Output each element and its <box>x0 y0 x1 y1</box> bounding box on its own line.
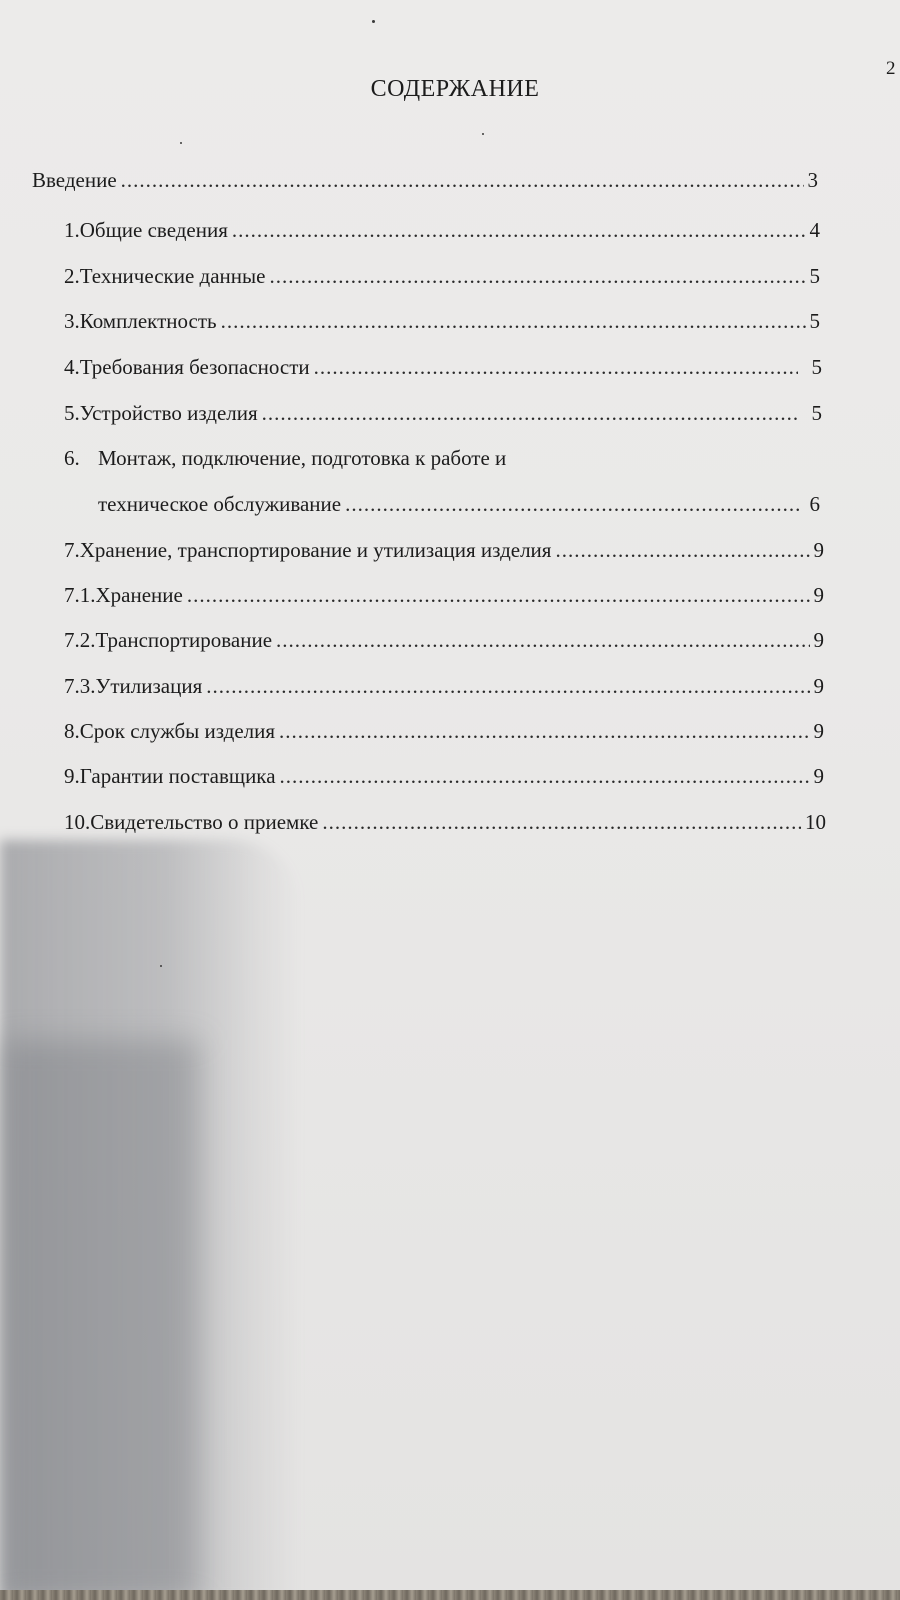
toc-entry-label: Монтаж, подключение, подготовка к работе и <box>98 446 507 470</box>
toc-entry-label: Требования безопасности <box>79 355 310 379</box>
toc-entry-8 <box>64 719 824 744</box>
toc-entry-number: 3. <box>64 309 80 333</box>
toc-entry-page: 9 <box>813 538 824 562</box>
toc-leader-dots <box>314 355 798 380</box>
toc-entry-number: 7.1. <box>64 583 96 607</box>
toc-leader-dots <box>269 264 805 289</box>
toc-entry-label: Введение <box>32 168 117 192</box>
toc-entry-page: 5 <box>809 264 820 288</box>
toc-entry-2 <box>64 264 820 289</box>
toc-entry-7 <box>64 538 824 563</box>
toc-entry-7-2 <box>64 628 824 653</box>
toc-entry-page: 4 <box>809 218 820 242</box>
toc-entry-label-continuation: техническое обслуживание <box>98 492 342 516</box>
toc-entry-label: Общие сведения <box>79 218 228 242</box>
toc-entry-page: 5 <box>811 401 822 425</box>
toc-entry-page: 6 <box>809 492 820 516</box>
toc-entry-introduction <box>32 168 818 193</box>
toc-leader-dots <box>555 538 809 563</box>
toc-entry-page: 9 <box>813 764 824 788</box>
toc-entry-label: Комплектность <box>79 309 217 333</box>
paper-speck <box>372 20 375 23</box>
toc-leader-dots <box>232 218 806 243</box>
toc-entry-number: 7.3. <box>64 674 96 698</box>
toc-entry-number: 5. <box>64 401 80 425</box>
toc-entry-3 <box>64 309 820 334</box>
toc-entry-10 <box>64 810 826 835</box>
toc-entry-number: 10. <box>64 810 91 834</box>
hand-shadow-core <box>0 1040 200 1600</box>
toc-entry-number: 7.2. <box>64 628 96 652</box>
toc-entry-number: 9. <box>64 764 80 788</box>
toc-entry-number: 7. <box>64 538 80 562</box>
toc-entry-number: 4. <box>64 355 80 379</box>
toc-entry-7-3 <box>64 674 824 699</box>
toc-leader-dots <box>221 309 806 334</box>
toc-entry-page: 3 <box>807 168 818 192</box>
toc-entry-label: Хранение, транспортирование и утилизация изделия <box>79 538 552 562</box>
toc-entry-label: Свидетельство о приемке <box>90 810 319 834</box>
toc-entry-page: 5 <box>809 309 820 333</box>
toc-entry-6-continuation <box>98 492 820 517</box>
toc-entry-page: 9 <box>813 628 824 652</box>
toc-entry-label: Срок службы изделия <box>79 719 276 743</box>
toc-leader-dots <box>322 810 801 835</box>
toc-entry-6 <box>64 446 764 471</box>
toc-entry-number: 2. <box>64 264 80 288</box>
toc-leader-dots <box>279 719 809 744</box>
toc-entry-number: 1. <box>64 218 80 242</box>
toc-entry-1 <box>64 218 820 243</box>
toc-leader-dots <box>276 628 809 653</box>
toc-entry-label: Утилизация <box>95 674 203 698</box>
toc-leader-dots <box>187 583 810 608</box>
toc-entry-page: 9 <box>813 583 824 607</box>
toc-leader-dots <box>206 674 809 699</box>
paper-speck <box>482 133 484 135</box>
toc-entry-9 <box>64 764 824 789</box>
toc-entry-page: 9 <box>813 674 824 698</box>
toc-entry-label: Устройство изделия <box>79 401 258 425</box>
toc-entry-5 <box>64 401 822 426</box>
toc-entry-number: 8. <box>64 719 80 743</box>
toc-entry-label: Гарантии поставщика <box>79 764 276 788</box>
toc-entry-number: 6. <box>64 446 80 470</box>
toc-entry-7-1 <box>64 583 824 608</box>
toc-leader-dots <box>262 401 798 426</box>
paper-speck <box>160 965 162 967</box>
toc-leader-dots <box>121 168 804 193</box>
toc-leader-dots <box>345 492 799 517</box>
toc-entry-4 <box>64 355 822 380</box>
toc-entry-label: Транспортирование <box>95 628 273 652</box>
paper-speck <box>180 142 182 144</box>
page-number: 2 <box>886 58 896 79</box>
toc-entry-label: Технические данные <box>79 264 266 288</box>
toc-entry-label: Хранение <box>95 583 183 607</box>
page-title: СОДЕРЖАНИЕ <box>370 76 540 102</box>
toc-entry-page: 10 <box>805 810 826 834</box>
toc-leader-dots <box>280 764 810 789</box>
table-surface-edge <box>0 1590 900 1600</box>
toc-entry-page: 9 <box>813 719 824 743</box>
toc-entry-page: 5 <box>811 355 822 379</box>
